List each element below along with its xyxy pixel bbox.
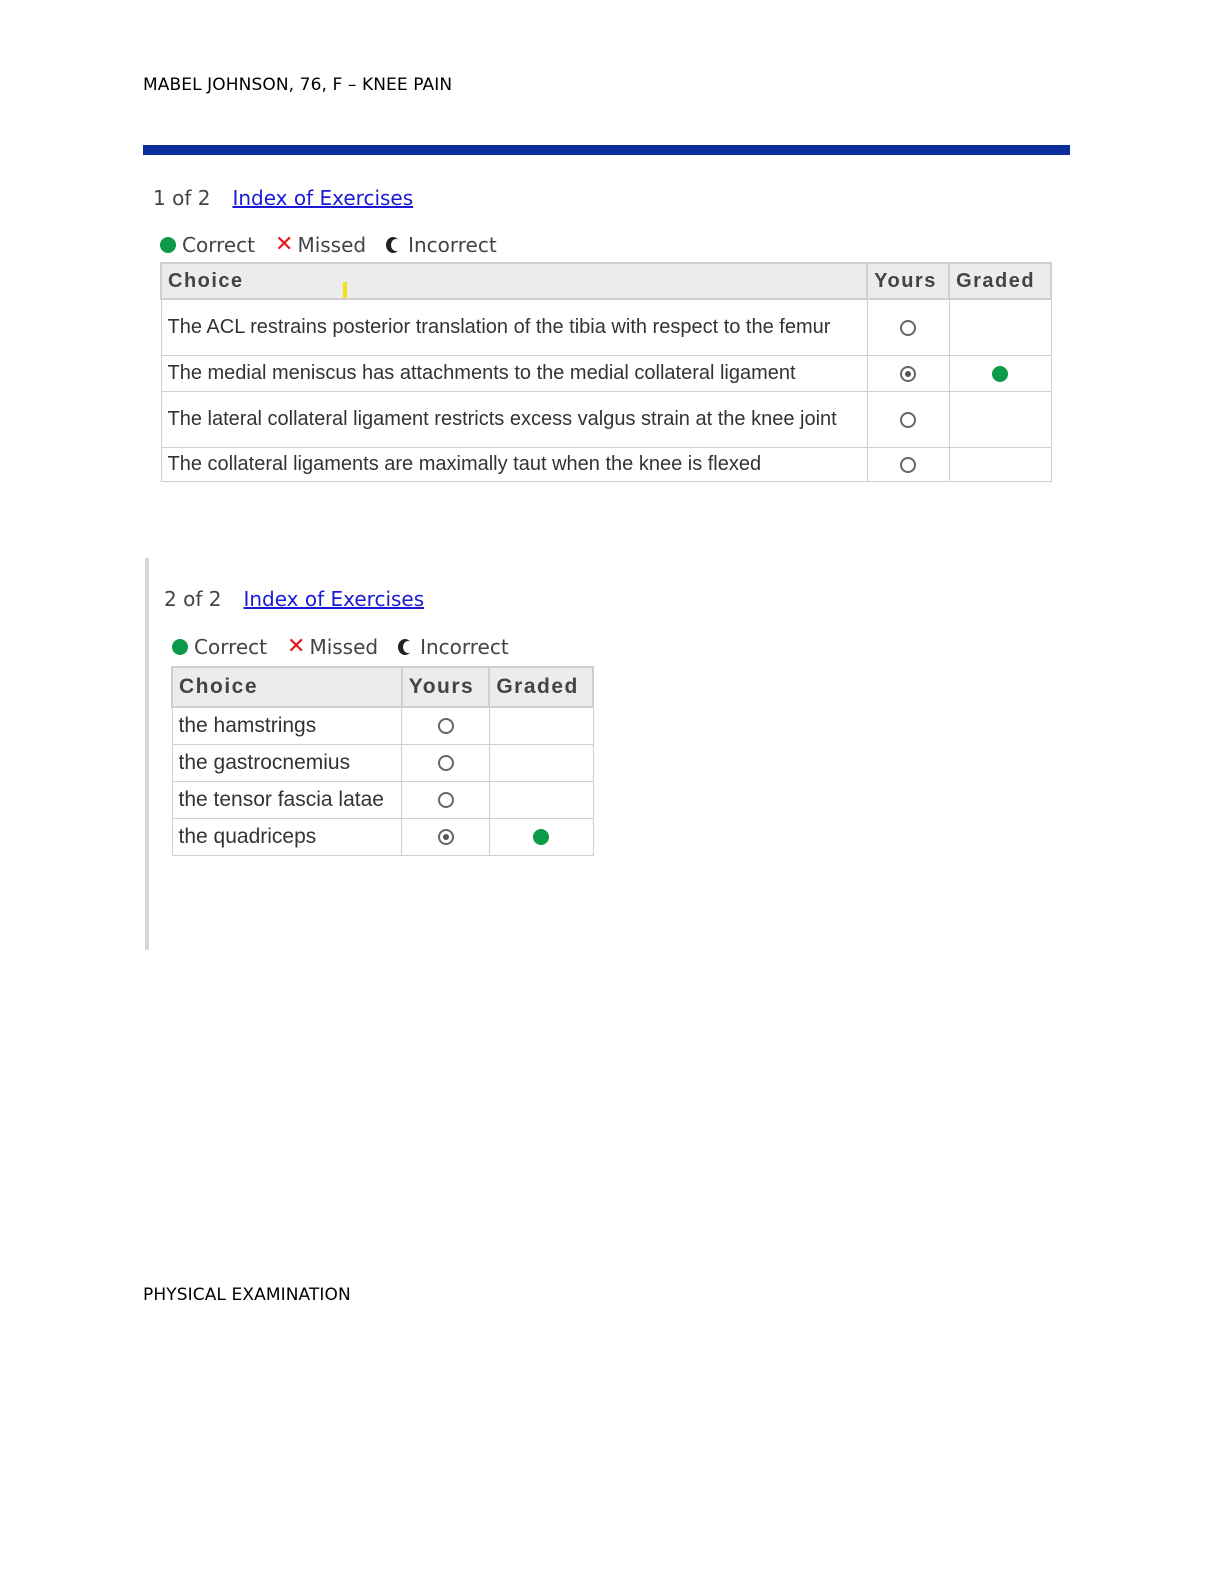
- radio-icon: [900, 320, 916, 336]
- graded-cell: [489, 782, 593, 819]
- correct-icon: [533, 829, 549, 845]
- legend-incorrect-label: Incorrect: [408, 232, 497, 257]
- choice-text: The collateral ligaments are maximally taut when the knee is flexed: [161, 447, 867, 481]
- table-row: [161, 447, 1051, 481]
- graded-cell: [949, 299, 1051, 355]
- table-row: [172, 782, 593, 819]
- exercise-2-index-link[interactable]: Index of Exercises: [243, 587, 425, 611]
- document-header-title: MABEL JOHNSON, 76, F – KNEE PAIN: [143, 75, 453, 95]
- radio-icon: [438, 792, 454, 808]
- table-row: [172, 745, 593, 782]
- column-header-choice: Choice: [172, 667, 402, 707]
- table-row: [172, 819, 593, 856]
- radio-icon: [900, 457, 916, 473]
- choice-text: The ACL restrains posterior translation of the tibia with respect to the femur: [161, 299, 867, 355]
- section-title: PHYSICAL EXAMINATION: [143, 1285, 351, 1305]
- column-header-choice: Choice: [161, 263, 867, 299]
- exercise-2-side-bar: [145, 558, 149, 950]
- column-header-graded: Graded: [489, 667, 593, 707]
- legend-correct-label: Correct: [194, 634, 267, 659]
- choice-text: the tensor fascia latae: [172, 782, 402, 819]
- exercise-1-index-link[interactable]: Index of Exercises: [232, 186, 414, 210]
- exercise-1-results-table: [160, 262, 1052, 482]
- radio-icon: [900, 412, 916, 428]
- table-row: [161, 391, 1051, 447]
- incorrect-icon: [398, 639, 412, 655]
- column-header-graded: Graded: [949, 263, 1051, 299]
- missed-icon: ✕: [275, 232, 294, 257]
- radio-selected-icon: [438, 829, 454, 845]
- choice-text: the hamstrings: [172, 707, 402, 745]
- choice-text: The medial meniscus has attachments to the medial collateral ligament: [161, 355, 867, 391]
- text-cursor-marker: [343, 282, 347, 298]
- exercise-2-nav: [164, 587, 424, 611]
- column-header-yours: Yours: [867, 263, 949, 299]
- correct-icon: [172, 639, 188, 655]
- correct-icon: [992, 366, 1008, 382]
- missed-icon: ✕: [287, 634, 306, 659]
- radio-icon: [438, 755, 454, 771]
- legend-missed-label: Missed: [297, 232, 367, 257]
- choice-text: The lateral collateral ligament restricts excess valgus strain at the knee joint: [161, 391, 867, 447]
- table-row: [161, 299, 1051, 355]
- exercise-1-legend: [160, 232, 517, 257]
- table-row: [161, 355, 1051, 391]
- exercise-2-position: 2 of 2: [164, 587, 222, 611]
- radio-selected-icon: [900, 366, 916, 382]
- legend-correct-label: Correct: [182, 232, 255, 257]
- exercise-2-results-table: [171, 666, 594, 856]
- radio-icon: [438, 718, 454, 734]
- graded-cell: [949, 391, 1051, 447]
- graded-cell: [489, 745, 593, 782]
- table-header-row: [172, 667, 593, 707]
- incorrect-icon: [386, 237, 400, 253]
- choice-text: the quadriceps: [172, 819, 402, 856]
- table-header-row: [161, 263, 1051, 299]
- exercise-2-legend: [172, 634, 529, 659]
- legend-missed-label: Missed: [309, 634, 379, 659]
- choice-text: the gastrocnemius: [172, 745, 402, 782]
- exercise-1-position: 1 of 2: [153, 186, 211, 210]
- table-row: [172, 707, 593, 745]
- header-rule: [143, 145, 1070, 155]
- graded-cell: [489, 707, 593, 745]
- legend-incorrect-label: Incorrect: [420, 634, 509, 659]
- column-header-yours: Yours: [402, 667, 490, 707]
- correct-icon: [160, 237, 176, 253]
- exercise-1-nav: [153, 186, 413, 210]
- graded-cell: [949, 447, 1051, 481]
